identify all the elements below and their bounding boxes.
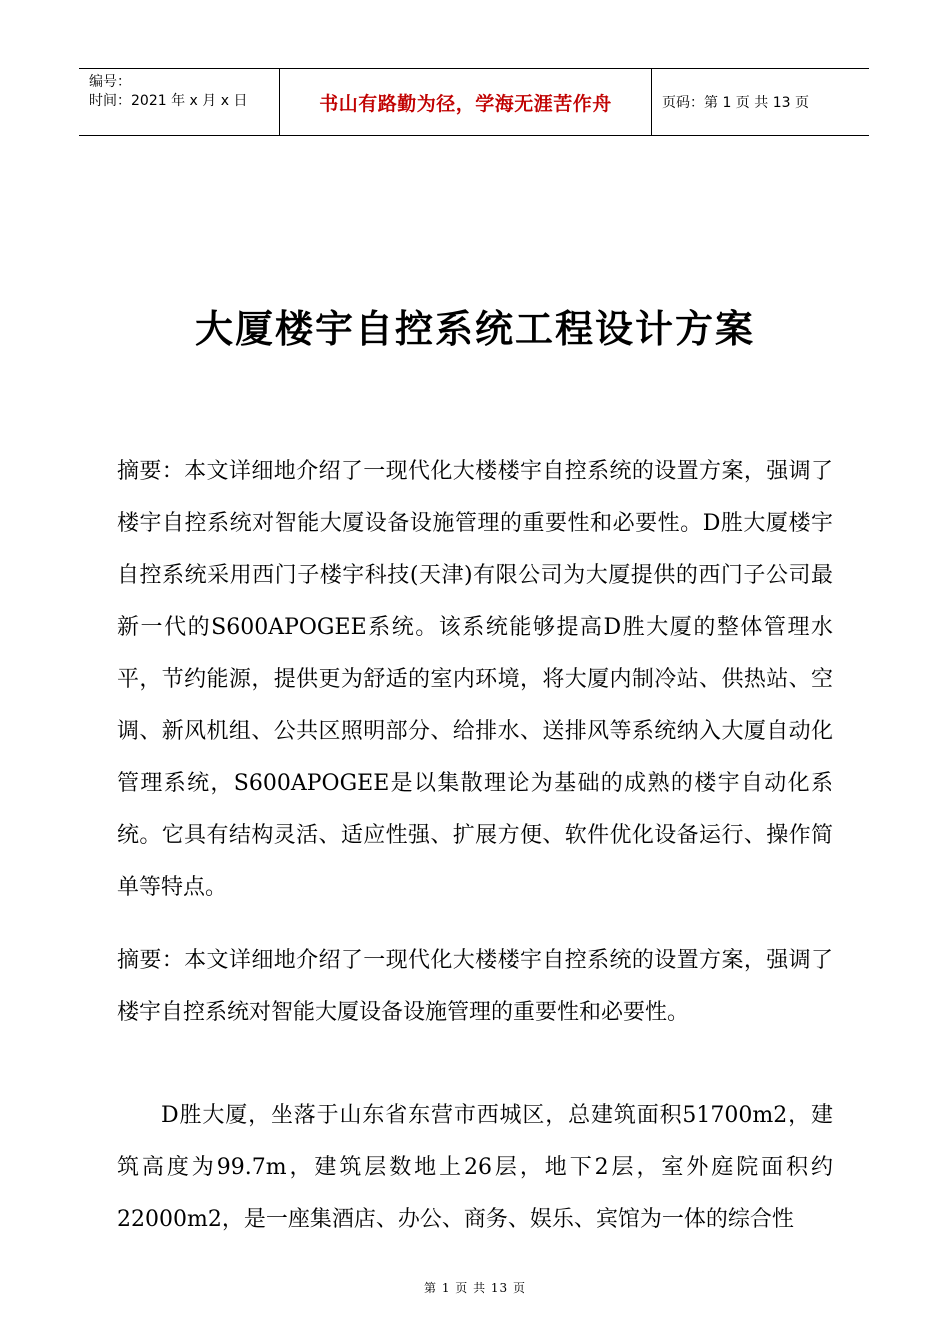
paragraph-abstract-short: 摘要：本文详细地介绍了一现代化大楼楼宇自控系统的设置方案，强调了楼宇自控系统对智能大厦设备设施管理的重要性和必要性。: [117, 948, 833, 1025]
paragraph-building-intro: D胜大厦，坐落于山东省东营市西城区，总建筑面积51700m2，建筑高度为99.7m，建筑层数地上26层，地下2层，室外庭院面积约22000m2，是一座集酒店、办公、商务、娱乐、宾馆为一体的综合性: [117, 1103, 833, 1232]
header-motto: 书山有路勤为径，学海无涯苦作舟: [280, 69, 652, 135]
header-meta-cell: [79, 69, 280, 135]
page-footer: 第 1 页 共 13 页: [424, 1281, 526, 1295]
number-label: 编号：: [89, 74, 131, 90]
document-title: 大厦楼宇自控系统工程设计方案: [194, 307, 755, 351]
paragraph-abstract-full: 摘要：本文详细地介绍了一现代化大楼楼宇自控系统的设置方案，强调了楼宇自控系统对智能大厦设备设施管理的重要性和必要性。D胜大厦楼宇自控系统采用西门子楼宇科技(天津)有限公司为大厦提供的西门子公司最新一代的S600APOGEE系统。该系统能够提高D胜大厦的整体管理水平，节约能源，提供更为舒适的室内环境，将大厦内制冷站、供热站、空调、新风机组、公共区照明部分、给排水、送排风等系统纳入大厦自动化管理系统，S600APOGEE是以集散理论为基础的成熟的楼宇自动化系统。它具有结构灵活、适应性强、扩展方便、软件优化设备运行、操作简单等特点。: [117, 459, 833, 900]
time-label: 时间：2021 年 x 月 x 日: [89, 93, 248, 109]
header-page-info: 页码：第 1 页 共 13 页: [662, 95, 809, 111]
header-table: [79, 68, 869, 136]
